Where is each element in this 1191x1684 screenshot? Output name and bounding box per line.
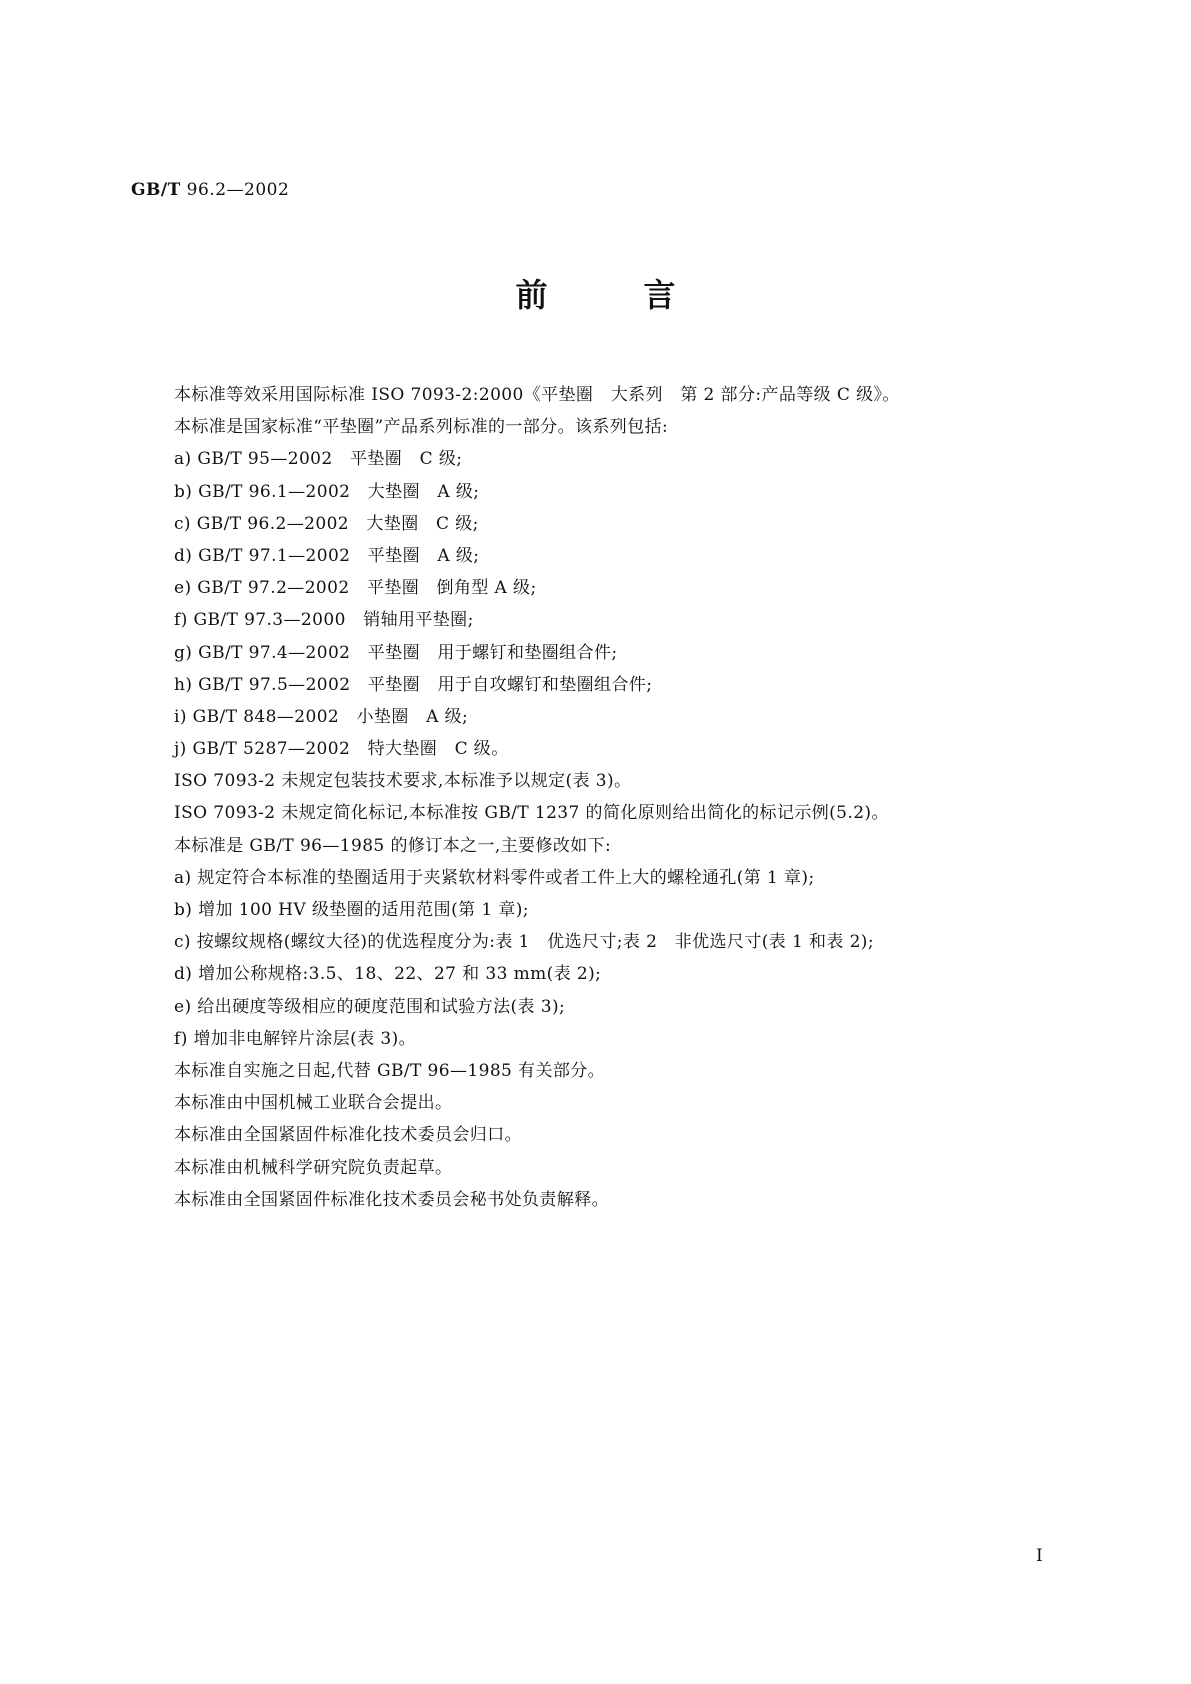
page-number: I — [1036, 1546, 1043, 1566]
foreword-body — [174, 379, 1054, 1216]
list-item: j) GB/T 5287—2002 特大垫圈 C 级。 — [174, 739, 509, 760]
list-item: i) GB/T 848—2002 小垫圈 A 级; — [174, 706, 469, 727]
paragraph: 本标准等效采用国际标准 ISO 7093-2:2000《平垫圈 大系列 第 2 部分:产品等级 C 级》。 — [174, 385, 900, 405]
list-item: c) GB/T 96.2—2002 大垫圈 C 级; — [174, 513, 479, 534]
list-item: d) GB/T 97.1—2002 平垫圈 A 级; — [174, 545, 480, 566]
list-item: g) GB/T 97.4—2002 平垫圈 用于螺钉和垫圈组合件; — [174, 642, 618, 663]
page-title — [0, 270, 1191, 316]
paragraph: 本标准自实施之日起,代替 GB/T 96—1985 有关部分。 — [174, 1060, 606, 1081]
paragraph: 本标准由机械科学研究院负责起草。 — [174, 1157, 453, 1178]
list-item: f) 增加非电解锌片涂层(表 3)。 — [174, 1028, 417, 1049]
paragraph: ISO 7093-2 未规定包装技术要求,本标准予以规定(表 3)。 — [174, 771, 632, 792]
document-code-prefix: GB/T — [131, 180, 181, 200]
list-item: h) GB/T 97.5—2002 平垫圈 用于自攻螺钉和垫圈组合件; — [174, 674, 653, 695]
paragraph: 本标准由全国紧固件标准化技术委员会秘书处负责解释。 — [174, 1189, 609, 1210]
paragraph: 本标准是 GB/T 96—1985 的修订本之一,主要修改如下: — [174, 835, 612, 856]
list-item: f) GB/T 97.3—2000 销轴用平垫圈; — [174, 610, 474, 631]
document-code — [131, 180, 289, 200]
document-code-number: 96.2—2002 — [180, 180, 290, 200]
list-item: e) GB/T 97.2—2002 平垫圈 倒角型 A 级; — [174, 578, 537, 599]
list-item: b) GB/T 96.1—2002 大垫圈 A 级; — [174, 481, 480, 502]
list-item: c) 按螺纹规格(螺纹大径)的优选程度分为:表 1 优选尺寸;表 2 非优选尺寸(表 1 和表 2); — [174, 932, 874, 953]
page-title-char-1: 前 — [515, 276, 548, 314]
list-item: a) GB/T 95—2002 平垫圈 C 级; — [174, 449, 463, 470]
list-item: a) 规定符合本标准的垫圈适用于夹紧软材料零件或者工件上大的螺栓通孔(第 1 章); — [174, 867, 815, 888]
paragraph: 本标准是国家标准“平垫圈”产品系列标准的一部分。该系列包括: — [174, 417, 669, 438]
list-item: b) 增加 100 HV 级垫圈的适用范围(第 1 章); — [174, 900, 529, 920]
paragraph: ISO 7093-2 未规定简化标记,本标准按 GB/T 1237 的简化原则给出简化的标记示例(5.2)。 — [174, 803, 889, 824]
page-title-char-2: 言 — [643, 276, 676, 314]
list-item: e) 给出硬度等级相应的硬度范围和试验方法(表 3); — [174, 996, 566, 1017]
paragraph: 本标准由中国机械工业联合会提出。 — [174, 1093, 453, 1114]
paragraph: 本标准由全国紧固件标准化技术委员会归口。 — [174, 1125, 522, 1146]
list-item: d) 增加公称规格:3.5、18、22、27 和 33 mm(表 2); — [174, 964, 602, 985]
